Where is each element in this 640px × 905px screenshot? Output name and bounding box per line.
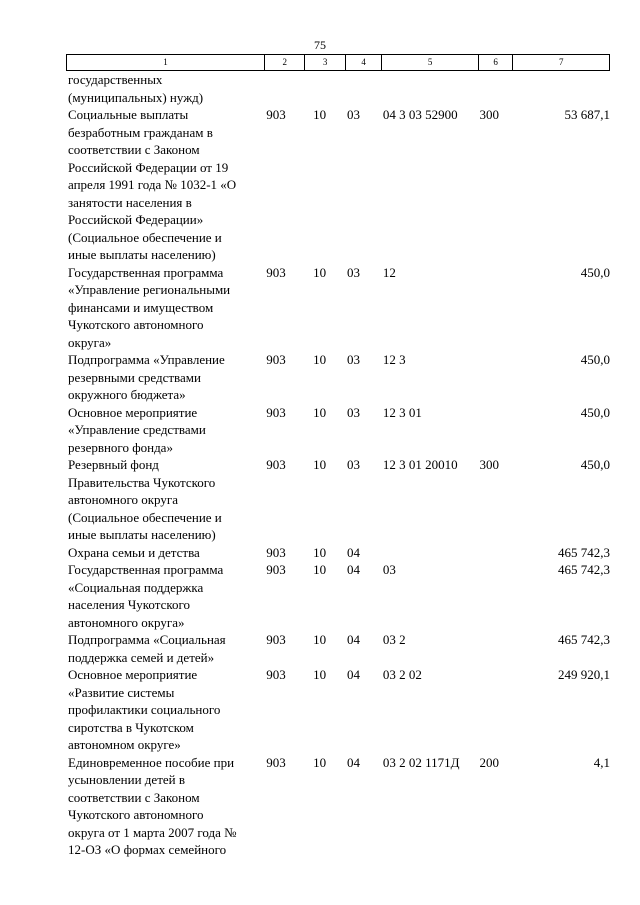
description-line: автономном округе» xyxy=(68,737,181,752)
subsection-code: 04 xyxy=(346,562,360,577)
description-line: Чукотского автономного xyxy=(68,317,204,332)
description-line: резервного фонда» xyxy=(68,439,173,455)
row-description xyxy=(66,561,265,631)
description-line: Государственная программа xyxy=(68,562,224,577)
header-col-4: 4 xyxy=(346,55,382,70)
description-line: Основное мероприятие xyxy=(68,667,198,682)
description-line: Социальные выплаты xyxy=(68,107,189,122)
description-line: занятости населения в xyxy=(68,194,192,210)
description-line: профилактики социального xyxy=(68,702,221,717)
target-article-code: 03 2 xyxy=(382,632,406,647)
description-line: «Управление региональными xyxy=(68,282,231,297)
target-article-code: 03 2 02 xyxy=(382,667,422,682)
row-description xyxy=(66,404,265,457)
description-line: усыновлении детей в xyxy=(68,772,185,787)
section-code: 10 xyxy=(313,544,327,560)
table-row xyxy=(66,456,610,544)
description-line: Российской Федерации» xyxy=(68,212,204,227)
header-col-6: 6 xyxy=(479,55,514,70)
subsection-code: 04 xyxy=(346,667,360,682)
description-line: резервными средствами xyxy=(68,369,201,385)
table-row xyxy=(66,106,610,264)
description-line: окружного бюджета» xyxy=(68,387,186,402)
description-line: Охрана семьи и детства xyxy=(68,544,200,560)
description-line: Российской Федерации от 19 xyxy=(68,159,229,175)
subsection-code: 04 xyxy=(346,544,360,560)
table-header xyxy=(66,54,610,71)
description-line: Правительства Чукотского xyxy=(68,474,216,490)
table-row xyxy=(66,666,610,754)
expense-type-code: 200 xyxy=(479,754,499,770)
target-article-code: 12 3 01 xyxy=(382,404,422,420)
row-description xyxy=(66,264,265,352)
ministry-code: 903 xyxy=(266,457,286,472)
row-description xyxy=(66,71,265,106)
description-line: округа» xyxy=(68,334,112,350)
table-body xyxy=(66,71,610,859)
description-line: 12-ОЗ «О формах семейного xyxy=(68,842,227,857)
description-line: апреля 1991 года № 1032-1 «О xyxy=(68,177,237,192)
amount: 465 742,3 xyxy=(558,544,610,560)
subsection-code: 03 xyxy=(346,107,360,122)
table-row xyxy=(66,754,610,859)
subsection-code: 04 xyxy=(346,632,360,647)
target-article-code: 12 xyxy=(382,264,396,280)
section-code: 10 xyxy=(313,352,327,367)
header-col-7: 7 xyxy=(558,57,564,67)
ministry-code: 903 xyxy=(266,667,286,682)
target-article-code: 03 2 02 1171Д xyxy=(382,754,460,770)
target-article-code: 03 xyxy=(382,562,396,577)
amount: 450,0 xyxy=(580,264,610,280)
description-line: «Управление средствами xyxy=(68,422,206,437)
table-row xyxy=(66,631,610,666)
description-line: поддержка семей и детей» xyxy=(68,649,215,665)
description-line: населения Чукотского xyxy=(68,597,191,612)
description-line: Единовременное пособие при xyxy=(68,754,235,770)
description-line: «Развитие системы xyxy=(68,684,175,700)
table-row xyxy=(66,264,610,352)
amount: 450,0 xyxy=(580,404,610,420)
table-row xyxy=(66,544,610,562)
description-line: безработным гражданам в xyxy=(68,124,213,140)
ministry-code: 903 xyxy=(266,107,286,122)
section-code: 10 xyxy=(313,264,327,280)
section-code: 10 xyxy=(313,632,327,647)
section-code: 10 xyxy=(313,107,327,122)
target-article-code: 12 3 01 20010 xyxy=(382,457,458,472)
ministry-code: 903 xyxy=(266,352,286,367)
ministry-code: 903 xyxy=(266,562,286,577)
description-line: Резервный фонд xyxy=(68,457,159,472)
description-line: (Социальное обеспечение и xyxy=(68,229,222,245)
ministry-code: 903 xyxy=(266,404,286,420)
description-line: соответствии с Законом xyxy=(68,142,200,157)
section-code: 10 xyxy=(313,667,327,682)
amount: 53 687,1 xyxy=(564,107,610,122)
description-line: сиротства в Чукотском xyxy=(68,719,194,735)
section-code: 10 xyxy=(313,754,327,770)
section-code: 10 xyxy=(313,562,327,577)
description-line: (муниципальных) нужд) xyxy=(68,89,204,105)
table-row xyxy=(66,404,610,457)
description-line: Подпрограмма «Социальная xyxy=(68,632,226,647)
expense-type-code: 300 xyxy=(479,457,499,472)
table-row xyxy=(66,71,610,106)
amount: 465 742,3 xyxy=(558,632,610,647)
subsection-code: 03 xyxy=(346,264,360,280)
header-col-1: 1 xyxy=(67,55,265,70)
table-row xyxy=(66,561,610,631)
row-description xyxy=(66,351,265,404)
table-row xyxy=(66,351,610,404)
description-line: (Социальное обеспечение и xyxy=(68,509,222,525)
description-line: соответствии с Законом xyxy=(68,789,200,805)
subsection-code: 03 xyxy=(346,352,360,367)
description-line: Подпрограмма «Управление xyxy=(68,352,225,367)
section-code: 10 xyxy=(313,404,327,420)
row-description xyxy=(66,106,265,264)
row-description xyxy=(66,666,265,754)
amount: 450,0 xyxy=(580,352,610,367)
description-line: финансами и имуществом xyxy=(68,299,214,315)
row-description xyxy=(66,631,265,666)
subsection-code: 03 xyxy=(346,404,360,420)
budget-table xyxy=(66,54,610,859)
ministry-code: 903 xyxy=(266,632,286,647)
amount: 249 920,1 xyxy=(558,667,610,682)
ministry-code: 903 xyxy=(266,754,286,770)
row-description xyxy=(66,544,265,562)
ministry-code: 903 xyxy=(266,264,286,280)
amount: 465 742,3 xyxy=(558,562,610,577)
description-line: Государственная программа xyxy=(68,264,224,280)
header-col-5: 5 xyxy=(382,55,479,70)
description-line: иные выплаты населению) xyxy=(68,527,216,542)
row-description xyxy=(66,456,265,544)
header-col-2: 2 xyxy=(265,55,305,70)
description-line: «Социальная поддержка xyxy=(68,579,204,595)
header-col-3: 3 xyxy=(305,55,345,70)
subsection-code: 04 xyxy=(346,754,360,770)
target-article-code: 04 3 03 52900 xyxy=(382,107,458,122)
subsection-code: 03 xyxy=(346,457,360,472)
description-line: округа от 1 марта 2007 года № xyxy=(68,824,237,840)
page-number: 75 xyxy=(314,38,326,52)
description-line: автономного округа xyxy=(68,492,178,507)
description-line: автономного округа» xyxy=(68,614,185,630)
description-line: государственных xyxy=(68,72,163,87)
description-line: иные выплаты населению) xyxy=(68,247,216,262)
description-line: Чукотского автономного xyxy=(68,807,204,822)
amount: 4,1 xyxy=(593,754,610,770)
amount: 450,0 xyxy=(580,457,610,472)
expense-type-code: 300 xyxy=(479,107,499,122)
row-description xyxy=(66,754,265,859)
ministry-code: 903 xyxy=(266,544,286,560)
target-article-code: 12 3 xyxy=(382,352,406,367)
description-line: Основное мероприятие xyxy=(68,404,198,420)
section-code: 10 xyxy=(313,457,327,472)
